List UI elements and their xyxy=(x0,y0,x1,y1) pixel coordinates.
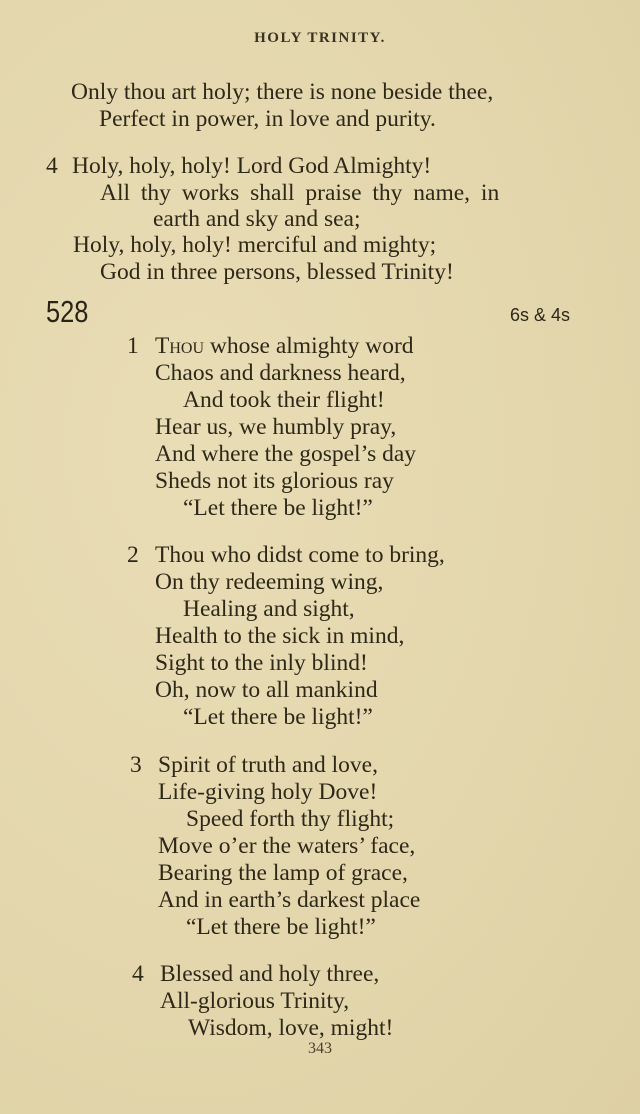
verse-2-line: Oh, now to all mankind xyxy=(155,677,378,703)
verse-2-line xyxy=(127,542,445,569)
verse-4-line: All-glorious Trinity, xyxy=(160,988,350,1014)
verse-1-line: Hear us, we humbly pray, xyxy=(155,414,397,440)
verse-3-line: And in earth’s darkest place xyxy=(158,887,421,913)
verse-1-line: And took their flight! xyxy=(183,387,385,413)
verse-number: 2 xyxy=(127,542,139,568)
verse-number: 4 xyxy=(132,961,144,987)
prev-verse4-line xyxy=(46,153,431,180)
verse-3-line: “Let there be light!” xyxy=(186,914,376,940)
prev-verse4-line: God in three persons, blessed Trinity! xyxy=(100,259,454,285)
verse-line: Blessed and holy three, xyxy=(160,961,380,987)
verse-4-line xyxy=(132,961,379,988)
prev-hymn-line: Only thou art holy; there is none beside thee, xyxy=(71,79,494,105)
verse-number: 1 xyxy=(127,333,139,359)
prev-hymn-line: Perfect in power, in love and purity. xyxy=(99,106,436,132)
verse-2-line: Health to the sick in mind, xyxy=(155,623,405,649)
verse-line: Thou who didst come to bring, xyxy=(155,542,445,568)
verse-line: whose almighty word xyxy=(204,333,414,359)
verse-number: 4 xyxy=(46,153,58,179)
hymn-number: 528 xyxy=(46,294,89,329)
verse-number: 3 xyxy=(130,752,142,778)
prev-verse4-line: Holy, holy, holy! merciful and mighty; xyxy=(73,232,437,258)
verse-3-line: Speed forth thy flight; xyxy=(186,806,395,832)
verse-line: Spirit of truth and love, xyxy=(158,752,378,778)
verse-2-line: On thy redeeming wing, xyxy=(155,569,384,595)
running-head: HOLY TRINITY. xyxy=(254,30,386,46)
page-number: 343 xyxy=(308,1040,332,1057)
verse-1-line: Chaos and darkness heard, xyxy=(155,360,406,386)
verse-1-line: Sheds not its glorious ray xyxy=(155,468,394,494)
verse-2-line: “Let there be light!” xyxy=(183,704,373,730)
verse-3-line: Bearing the lamp of grace, xyxy=(158,860,408,886)
verse-1-line xyxy=(127,333,414,360)
verse-4-line: Wisdom, love, might! xyxy=(188,1015,394,1041)
prev-verse4-line: All thy works shall praise thy name, in xyxy=(100,180,500,206)
verse-3-line: Life-giving holy Dove! xyxy=(158,779,378,805)
verse-line: Holy, holy, holy! Lord God Almighty! xyxy=(72,153,432,179)
verse-3-line: Move o’er the waters’ face, xyxy=(158,833,416,859)
verse-3-line xyxy=(130,752,378,779)
first-word: Thou xyxy=(155,333,205,359)
verse-1-line: And where the gospel’s day xyxy=(155,441,417,467)
verse-2-line: Healing and sight, xyxy=(183,596,355,622)
prev-verse4-line: earth and sky and sea; xyxy=(153,206,361,232)
verse-2-line: Sight to the inly blind! xyxy=(155,650,368,676)
hymn-meter: 6s & 4s xyxy=(509,305,570,325)
verse-1-line: “Let there be light!” xyxy=(183,495,373,521)
